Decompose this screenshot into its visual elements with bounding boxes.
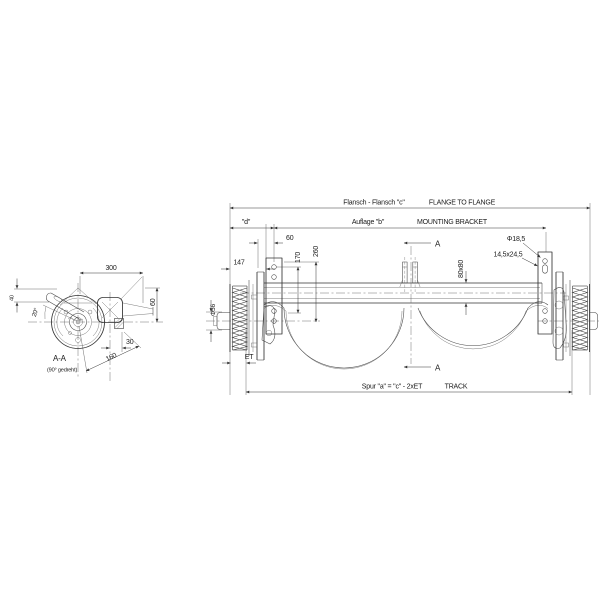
- flange-label-de: Flansch - Flansch "c": [343, 199, 405, 207]
- dim-d-label: "d": [241, 219, 251, 226]
- dim-170: [276, 252, 302, 313]
- dim-60-main-label: 60: [286, 235, 294, 242]
- hole-dia-label: Φ18,5: [506, 236, 526, 243]
- dim-147: [221, 260, 275, 270]
- dim-60-main: [249, 235, 294, 243]
- dim-40-label: 40: [9, 295, 16, 301]
- dim-track: [246, 384, 572, 393]
- right-swing-arc: [418, 302, 548, 349]
- dim-160: [79, 326, 141, 373]
- track-label-de: Spur "a" = "c" - 2xET: [361, 383, 423, 391]
- section-plane-a: [404, 240, 441, 373]
- dim-30-label: 30: [126, 339, 134, 346]
- section-subtitle: (90° gedreht): [47, 367, 78, 374]
- right-bracket-slot: [543, 265, 548, 273]
- auflage-label-de: Auflage "b": [351, 219, 385, 226]
- dim-260: [284, 246, 320, 322]
- left-mounting-bracket: [266, 258, 282, 334]
- left-swing-arc: [264, 302, 404, 369]
- dim-60-section: [145, 288, 160, 322]
- track-label-en: TRACK: [444, 383, 468, 391]
- dim-60-section-label: 60: [150, 298, 157, 306]
- main-view: [206, 200, 599, 396]
- dim-300-label: 300: [105, 265, 117, 272]
- dim-et-label: ET: [244, 354, 254, 361]
- dim-260-label: 260: [313, 245, 320, 257]
- slot-label: 14,5x24,5: [493, 251, 523, 259]
- center-mount-studs: [400, 257, 420, 292]
- section-arrow-top-label: A: [435, 239, 441, 249]
- section-view-a-a: [10, 265, 164, 382]
- right-brake-lever: [553, 287, 566, 348]
- section-arrow-bottom-label: A: [435, 363, 441, 373]
- dim-147-label: 147: [233, 259, 245, 267]
- dim-slot: [494, 252, 538, 267]
- dim-160-label: 160: [104, 352, 118, 364]
- dim-et: [222, 354, 256, 363]
- auflage-label-en: MOUNTING BRACKET: [417, 219, 487, 226]
- section-title: A-A: [53, 354, 66, 363]
- dim-170-label: 170: [295, 251, 302, 263]
- dim-flange-to-flange: [230, 200, 590, 209]
- dim-80x80-label: 80x80: [458, 259, 465, 278]
- dim-auflage: [230, 219, 546, 228]
- dim-20deg-label: 20°: [30, 307, 41, 318]
- dim-30: [101, 332, 134, 352]
- spindle-dia-label: Φ56: [210, 304, 217, 316]
- flange-label-en: FLANGE TO FLANGE: [428, 199, 496, 207]
- trailing-arm-profile: [115, 277, 154, 329]
- right-brake-drum: [553, 272, 598, 360]
